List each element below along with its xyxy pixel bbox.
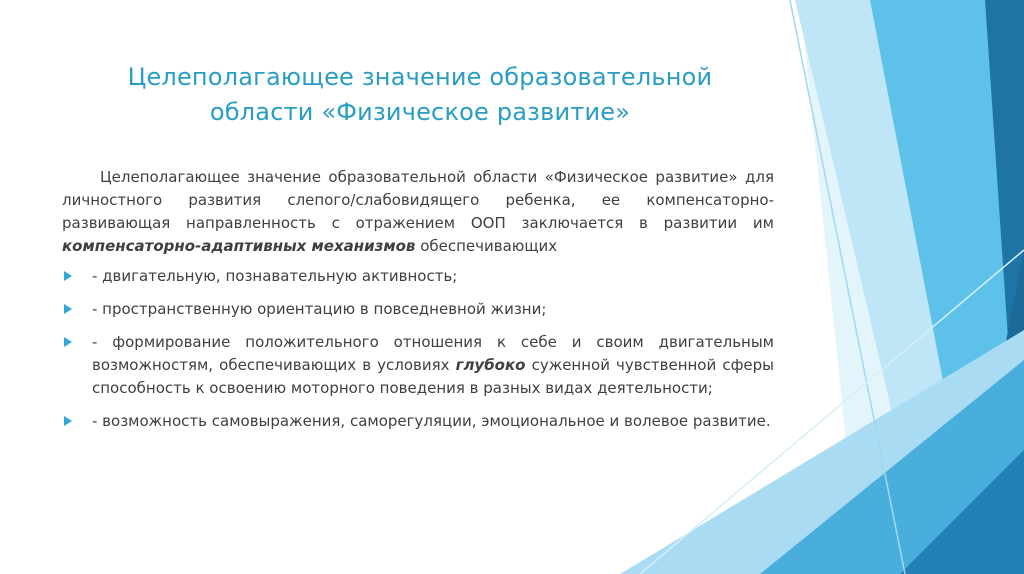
bullet-text: - пространственную ориентацию в повседневной жизни; — [92, 300, 547, 318]
slide-body — [62, 166, 774, 443]
slide-title-line-1: Целеполагающее значение образовательной — [127, 63, 713, 91]
intro-emphasis: компенсаторно-адаптивных механизмов — [62, 237, 416, 255]
bullet-text: - возможность самовыражения, саморегуляции, эмоциональное и волевое развитие. — [92, 412, 771, 430]
bullet-text-part1: - формирование положительного отношения к себе и своим двигательным возможностям, обеспечивающих в условиях — [92, 333, 774, 374]
bullet-arrow-icon — [64, 337, 72, 347]
slide-title-line-2: области «Физическое развитие» — [209, 98, 631, 126]
bullet-item-2 — [62, 298, 774, 321]
slide-title — [60, 60, 780, 130]
bullet-text: - двигательную, познавательную активность; — [92, 267, 458, 285]
bullet-arrow-icon — [64, 271, 72, 281]
bullet-arrow-icon — [64, 304, 72, 314]
bullet-text-part2: суженной чувственной сферы способность к освоению моторного поведения в разных видах деятельности; — [92, 356, 774, 397]
intro-text-part1: Целеполагающее значение образовательной области «Физическое развитие» для личностного развития слепого/слабовидящего ребенка, ее компенсаторно-развивающая направленность с отражением ООП заключается в развитии им — [62, 168, 774, 232]
bullet-emphasis: глубоко — [455, 356, 526, 374]
bullet-arrow-icon — [64, 416, 72, 426]
bullet-item-1 — [62, 265, 774, 288]
intro-text-part2: обеспечивающих — [415, 237, 558, 255]
intro-paragraph — [62, 166, 774, 258]
bullet-item-4 — [62, 410, 774, 433]
bullet-list — [62, 265, 774, 433]
bullet-item-3 — [62, 331, 774, 400]
